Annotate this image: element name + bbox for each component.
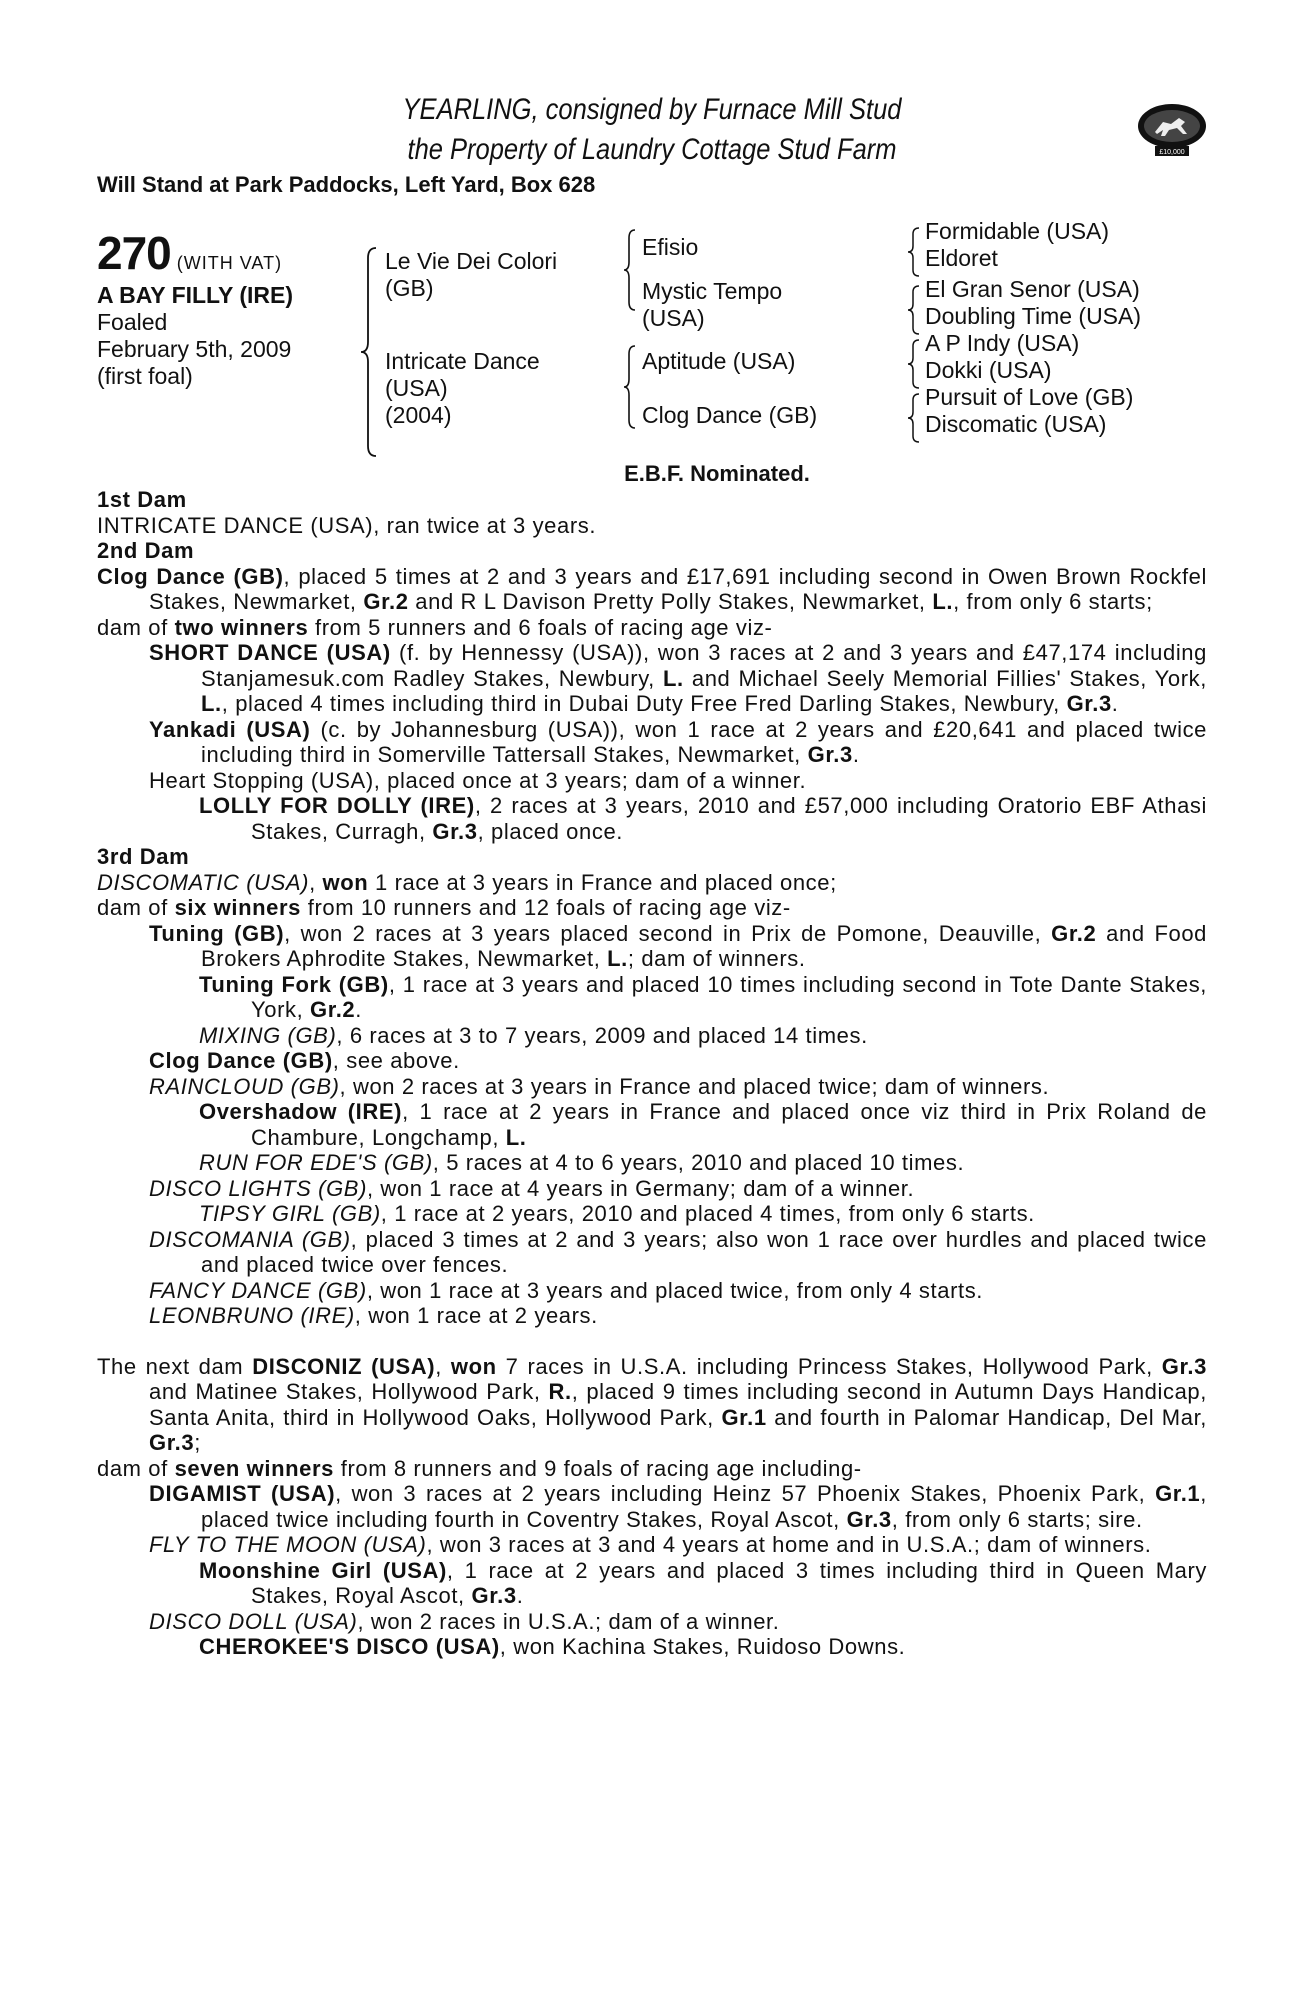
dam-name: Intricate Dance (USA) (2004) [385, 348, 540, 428]
g4-el-gran-senor: El Gran Senor (USA) [925, 276, 1140, 302]
dam-sire: Aptitude (USA) [642, 348, 796, 374]
brace-g4-1 [907, 226, 921, 280]
produce-fly-to-the-moon: FLY TO THE MOON (USA), won 3 races at 3 and 4 years at home and in U.S.A.; dam of winners. [149, 1532, 1152, 1557]
lot-title: A BAY FILLY (IRE) [97, 282, 293, 308]
foaled-date: February 5th, 2009 [97, 336, 292, 362]
next-dam-section [97, 1354, 1207, 1660]
ebf-nominated: E.B.F. Nominated. [624, 461, 810, 486]
produce-cherokees-disco: CHEROKEE'S DISCO (USA), won Kachina Stakes, Ruidoso Downs. [199, 1634, 906, 1659]
g4-eldoret: Eldoret [925, 245, 998, 271]
g4-doubling-time: Doubling Time (USA) [925, 303, 1142, 329]
next-dam-record: The next dam DISCONIZ (USA), won 7 races in U.S.A. including Princess Stakes, Hollywood Park, Gr.3 and Matinee Stakes, Hollywood Park, R., placed 9 times including second in Autumn Days Handicap, Santa Anita, third in Hollywood Oaks, Hollywood Park, Gr.1 and fourth in Palomar Handicap, Del Mar, Gr.3; [97, 1353, 1207, 1455]
foal-note: (first foal) [97, 363, 193, 389]
second-dam-heading: 2nd Dam [97, 538, 195, 563]
lot-number: 270 [97, 227, 171, 279]
lot-info [97, 226, 293, 390]
sire-sire: Efisio [642, 234, 699, 260]
third-dam-heading: 3rd Dam [97, 844, 190, 869]
g4-ap-indy: A P Indy (USA) [925, 330, 1080, 356]
produce-disco-doll: DISCO DOLL (USA), won 2 races in U.S.A.; dam of a winner. [149, 1608, 780, 1634]
produce-short-dance: SHORT DANCE (USA) (f. by Hennessy (USA)), won 3 races at 2 and 3 years and £47,174 including Stanjamesuk.com Radley Stakes, Newbury, L. and Michael Seely Memorial Fillies' Stakes, York, L., placed 4 times including third in Dubai Duty Free Fred Darling Stakes, Newbury, Gr.3. [149, 640, 1207, 716]
foaled-label: Foaled [97, 309, 168, 335]
produce-overshadow: Overshadow (IRE), 1 race at 2 years in France and placed once viz third in Prix Roland de Chambure, Longchamp, L. [199, 1099, 1207, 1150]
produce-tuning-fork: Tuning Fork (GB), 1 race at 3 years and placed 10 times including second in Tote Dante Stakes, York, Gr.2. [199, 971, 1207, 1022]
brace-sire-line [623, 228, 637, 312]
header [97, 90, 1207, 198]
produce-lolly-for-dolly: LOLLY FOR DOLLY (IRE), 2 races at 3 years, 2010 and £57,000 including Oratorio EBF Athasi Stakes, Curragh, Gr.3, placed once. [199, 793, 1207, 844]
second-dam-produce: dam of two winners from 5 runners and 6 foals of racing age viz- [97, 614, 773, 640]
g4-discomatic: Discomatic (USA) [925, 411, 1107, 437]
pedigree-table [97, 218, 1207, 461]
property-line: the Property of Laundry Cottage Stud Farm [407, 133, 897, 166]
produce-mixing: MIXING (GB), 6 races at 3 to 7 years, 2009 and placed 14 times. [199, 1022, 868, 1048]
brace-main [360, 246, 378, 458]
third-dam-section [97, 844, 1207, 1329]
produce-tuning: Tuning (GB), won 2 races at 3 years placed second in Prix de Pomone, Deauville, Gr.2 and Food Brokers Aphrodite Stakes, Newmarket, L.; dam of winners. [149, 920, 1207, 971]
first-dam-section [97, 487, 1207, 538]
produce-leonbruno: LEONBRUNO (IRE), won 1 race at 2 years. [149, 1303, 598, 1328]
g4-formidable: Formidable (USA) [925, 218, 1110, 244]
yearling-bonus-logo [1137, 100, 1207, 158]
first-dam-text: INTRICATE DANCE (USA), ran twice at 3 years. [97, 512, 597, 538]
vat-note: (WITH VAT) [176, 253, 283, 273]
produce-tipsy-girl: TIPSY GIRL (GB), 1 race at 2 years, 2010 and placed 4 times, from only 6 starts. [199, 1201, 1035, 1226]
produce-discomania: DISCOMANIA (GB), placed 3 times at 2 and 3 years; also won 1 race over hurdles and placed twice and placed twice over fences. [149, 1226, 1207, 1277]
second-dam-record: Clog Dance (GB), placed 5 times at 2 and 3 years and £17,691 including second in Owen Brown Rockfel Stakes, Newmarket, Gr.2 and R L Davison Pretty Polly Stakes, Newmarket, L., from only 6 starts; [97, 563, 1207, 614]
consignor-line: YEARLING, consigned by Furnace Mill Stud [402, 93, 902, 126]
produce-heart-stopping: Heart Stopping (USA), placed once at 3 years; dam of a winner. [149, 767, 807, 793]
sire-dam: Mystic Tempo (USA) [642, 278, 783, 331]
produce-yankadi: Yankadi (USA) (c. by Johannesburg (USA)), won 1 race at 2 years and £20,641 and placed twice including third in Somerville Tattersall Stakes, Newmarket, Gr.3. [149, 716, 1208, 767]
produce-run-for-edes: RUN FOR EDE'S (GB), 5 races at 4 to 6 years, 2010 and placed 10 times. [199, 1150, 965, 1175]
catalogue-page [97, 90, 1207, 1660]
g4-pursuit-of-love: Pursuit of Love (GB) [925, 384, 1134, 410]
produce-disco-lights: DISCO LIGHTS (GB), won 1 race at 4 years in Germany; dam of a winner. [149, 1175, 915, 1201]
produce-clog-dance: Clog Dance (GB), see above. [149, 1048, 460, 1073]
first-dam-heading: 1st Dam [97, 487, 187, 512]
third-dam-produce: dam of six winners from 10 runners and 12 foals of racing age viz- [97, 895, 791, 920]
svg-text:£10,000: £10,000 [1159, 149, 1185, 156]
brace-g4-3 [907, 338, 921, 392]
stand-location: Will Stand at Park Paddocks, Left Yard, Box 628 [97, 172, 596, 197]
produce-raincloud: RAINCLOUD (GB), won 2 races at 3 years in France and placed twice; dam of winners. [149, 1073, 1050, 1099]
brace-dam-line [623, 344, 637, 430]
dam-dam: Clog Dance (GB) [642, 402, 818, 428]
sire-name: Le Vie Dei Colori (GB) [385, 248, 558, 301]
next-dam-produce: dam of seven winners from 8 runners and 9 foals of racing age including- [97, 1455, 862, 1481]
produce-moonshine-girl: Moonshine Girl (USA), 1 race at 2 years and placed 3 times including third in Queen Mary Stakes, Royal Ascot, Gr.3. [199, 1557, 1207, 1608]
second-dam-section [97, 538, 1207, 844]
third-dam-record: DISCOMATIC (USA), won 1 race at 3 years in France and placed once; [97, 869, 837, 895]
g4-dokki: Dokki (USA) [925, 357, 1052, 383]
brace-g4-2 [907, 284, 921, 338]
produce-digamist: DIGAMIST (USA), won 3 races at 2 years including Heinz 57 Phoenix Stakes, Phoenix Park, Gr.1, placed twice including fourth in Coventry Stakes, Royal Ascot, Gr.3, from only 6 starts; sire. [149, 1481, 1207, 1532]
produce-fancy-dance: FANCY DANCE (GB), won 1 race at 3 years and placed twice, from only 4 starts. [149, 1277, 984, 1303]
brace-g4-4 [907, 392, 921, 446]
